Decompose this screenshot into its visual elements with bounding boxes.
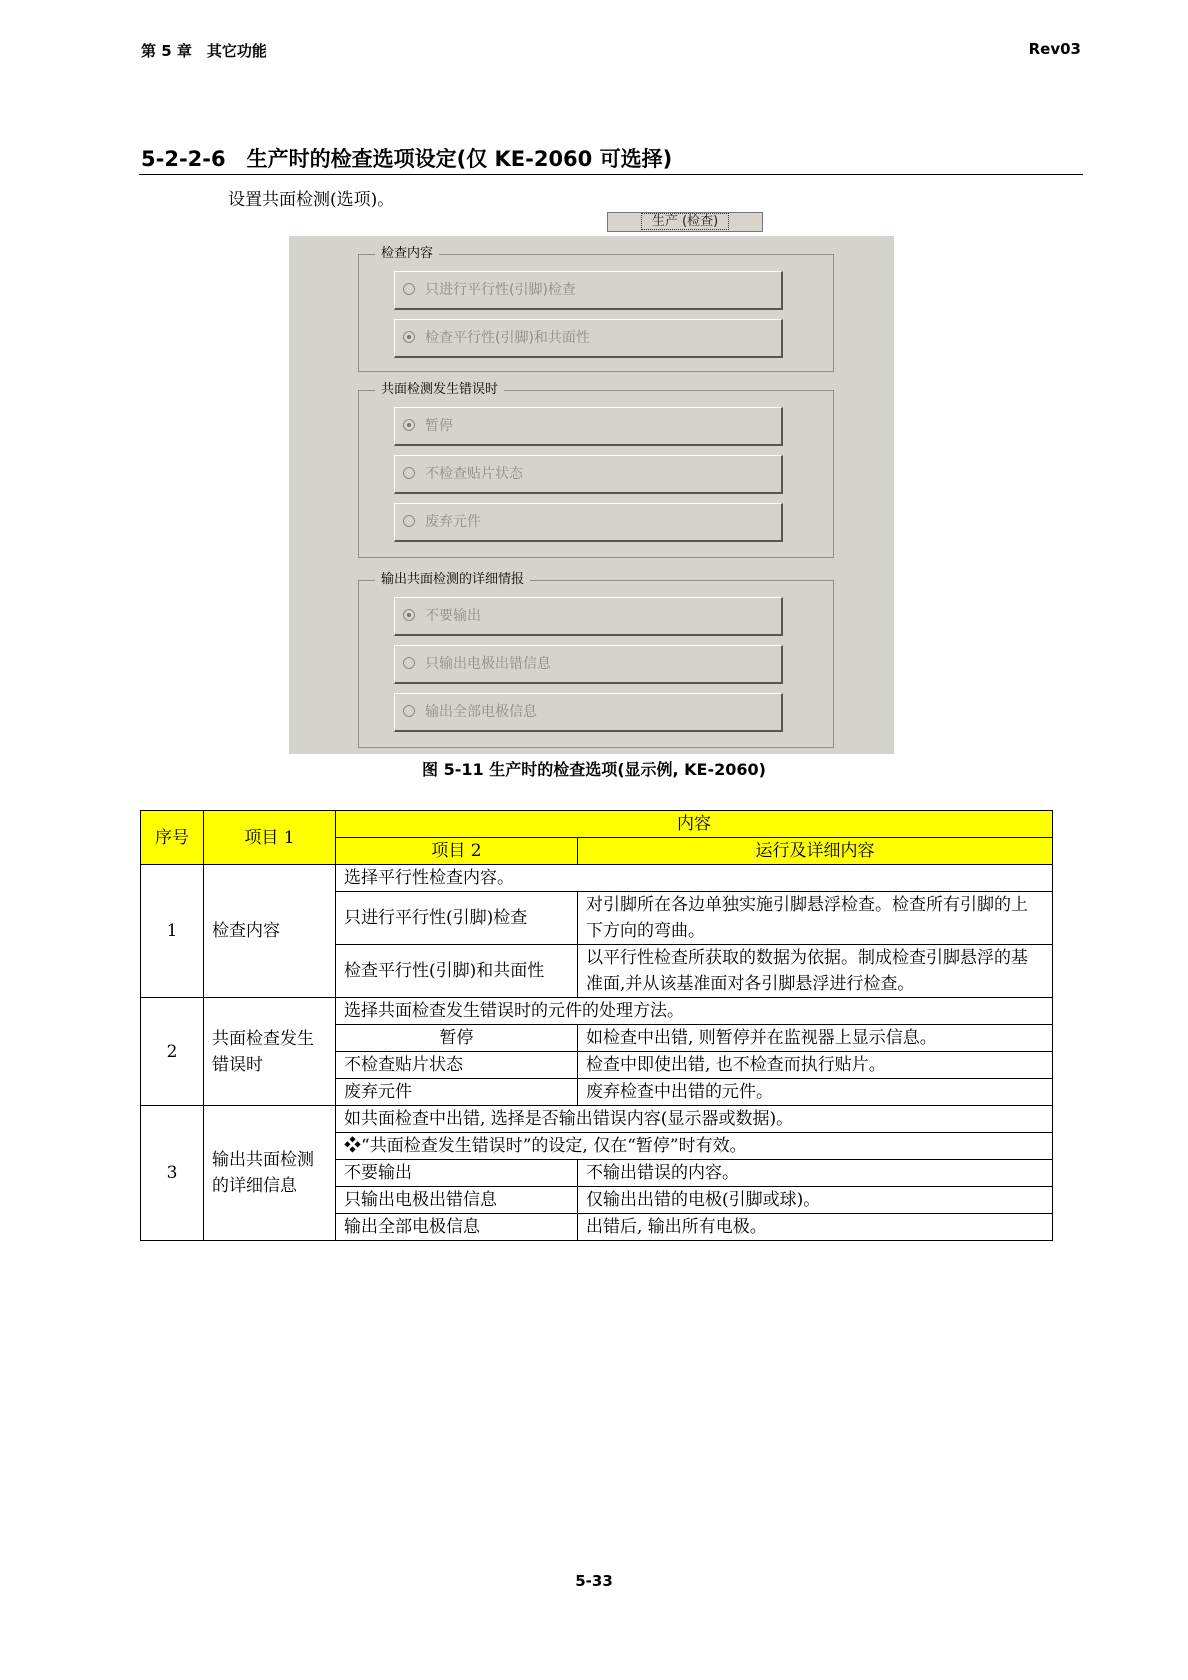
row-note: 选择平行性检查内容。	[336, 865, 1053, 892]
row-item1: 输出共面检测的详细信息	[204, 1106, 336, 1241]
row-detail: 废弃检查中出错的元件。	[578, 1079, 1053, 1106]
header-detail: 运行及详细内容	[578, 838, 1053, 865]
row-item2: 只输出电极出错信息	[336, 1187, 578, 1214]
radio-selected-icon	[403, 609, 415, 621]
figure-caption: 图 5-11 生产时的检查选项(显示例, KE-2060)	[422, 760, 766, 779]
row-no: 2	[141, 998, 204, 1106]
group-coplanarity-error	[358, 382, 834, 558]
row-detail: 出错后, 输出所有电极。	[578, 1214, 1053, 1241]
section-divider	[139, 174, 1083, 175]
header-item2: 项目 2	[336, 838, 578, 865]
option-discard-part[interactable]: 废弃元件	[394, 503, 783, 542]
row-item2: 输出全部电极信息	[336, 1214, 578, 1241]
option-output-all-electrodes[interactable]: 输出全部电极信息	[394, 693, 783, 732]
row-no: 3	[141, 1106, 204, 1241]
inspection-options-panel	[289, 236, 894, 754]
group-check-content	[358, 246, 834, 372]
row-detail: 以平行性检查所获取的数据为依据。制成检查引脚悬浮的基准面,并从该基准面对各引脚悬浮进行检查。	[578, 945, 1053, 998]
header-no: 序号	[141, 811, 204, 865]
group-legend: 共面检测发生错误时	[375, 381, 504, 399]
chapter-header: 第 5 章 其它功能	[141, 42, 267, 60]
row-detail: 如检查中出错, 则暂停并在监视器上显示信息。	[578, 1025, 1053, 1052]
radio-icon	[403, 657, 415, 669]
header-item1: 项目 1	[204, 811, 336, 865]
row-note: 选择共面检查发生错误时的元件的处理方法。	[336, 998, 1053, 1025]
row-item1: 共面检查发生错误时	[204, 998, 336, 1106]
table-row	[141, 998, 1053, 1025]
radio-icon	[403, 705, 415, 717]
row-detail: 不输出错误的内容。	[578, 1160, 1053, 1187]
row-detail: 检查中即使出错, 也不检查而执行贴片。	[578, 1052, 1053, 1079]
row-item2: 不要输出	[336, 1160, 578, 1187]
row-item2: 不检查贴片状态	[336, 1052, 578, 1079]
option-skip-placement-check[interactable]: 不检查贴片状态	[394, 455, 783, 494]
option-output-error-electrodes[interactable]: 只输出电极出错信息	[394, 645, 783, 684]
table-row	[141, 865, 1053, 892]
revision-label: Rev03	[1028, 40, 1081, 58]
row-item1: 检查内容	[204, 865, 336, 998]
option-no-output[interactable]: 不要输出	[394, 597, 783, 636]
table-row	[141, 1106, 1053, 1133]
option-parallel-only[interactable]: 只进行平行性(引脚)检查	[394, 271, 783, 310]
row-item2: 检查平行性(引脚)和共面性	[336, 945, 578, 998]
radio-icon	[403, 283, 415, 295]
option-description-table	[140, 810, 1053, 1241]
production-check-tab[interactable]: 生产 (检查)	[607, 212, 763, 232]
table-header-row	[141, 811, 1053, 838]
group-legend: 输出共面检测的详细情报	[375, 571, 530, 589]
row-detail: 仅输出出错的电极(引脚或球)。	[578, 1187, 1053, 1214]
radio-selected-icon	[403, 331, 415, 343]
row-note: 如共面检查中出错, 选择是否输出错误内容(显示器或数据)。	[336, 1106, 1053, 1133]
group-legend: 检查内容	[375, 245, 439, 263]
row-item2: 只进行平行性(引脚)检查	[336, 892, 578, 945]
page-number: 5-33	[575, 1572, 613, 1590]
header-content: 内容	[336, 811, 1053, 838]
radio-selected-icon	[403, 419, 415, 431]
group-output-details	[358, 572, 834, 748]
row-no: 1	[141, 865, 204, 998]
row-item2: 暂停	[336, 1025, 578, 1052]
row-item2: 废弃元件	[336, 1079, 578, 1106]
radio-icon	[403, 467, 415, 479]
option-pause[interactable]: 暂停	[394, 407, 783, 446]
option-parallel-and-coplanarity[interactable]: 检查平行性(引脚)和共面性	[394, 319, 783, 358]
section-title: 5-2-2-6 生产时的检查选项设定(仅 KE-2060 可选择)	[141, 147, 673, 171]
radio-icon	[403, 515, 415, 527]
row-note-2: ❖“共面检查发生错误时”的设定, 仅在“暂停”时有效。	[336, 1133, 1053, 1160]
intro-text: 设置共面检测(选项)。	[228, 190, 395, 210]
row-detail: 对引脚所在各边单独实施引脚悬浮检查。检查所有引脚的上下方向的弯曲。	[578, 892, 1053, 945]
